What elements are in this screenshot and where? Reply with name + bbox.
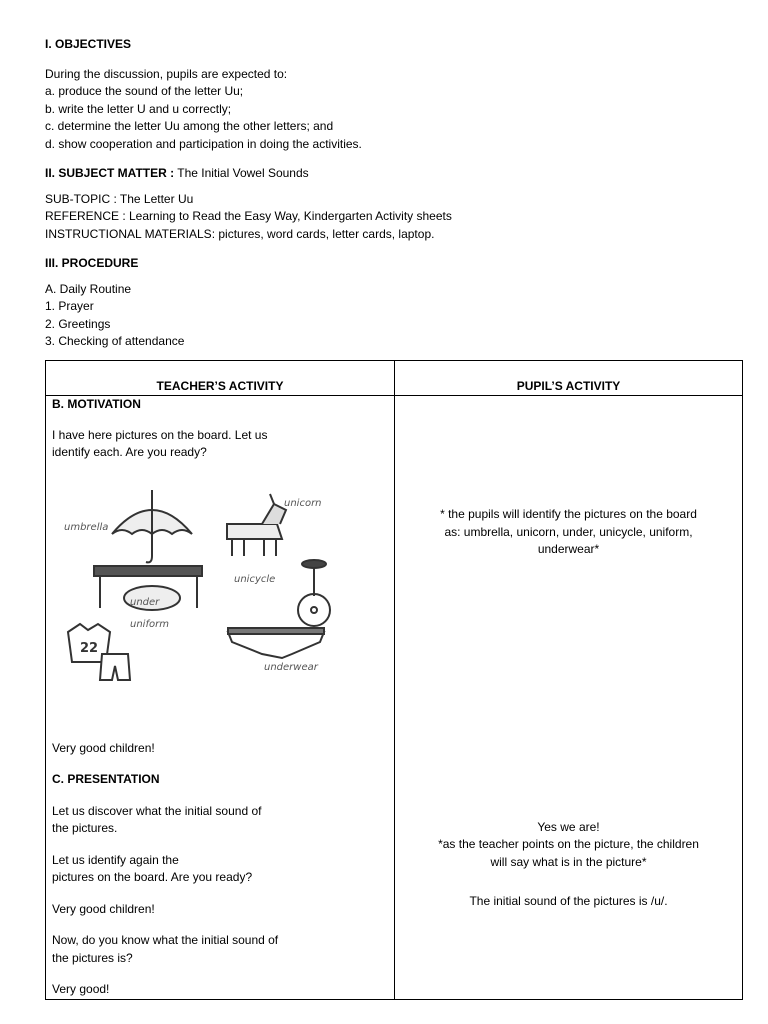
pupil-response: The initial sound of the pictures is /u/. <box>469 894 668 908</box>
presentation-text: the pictures. <box>52 821 118 835</box>
objective-item: b. write the letter U and u correctly; <box>45 101 232 116</box>
procedure-item: 2. Greetings <box>45 316 111 331</box>
jersey-number: 22 <box>80 640 99 656</box>
motivation-text: identify each. Are you ready? <box>52 445 207 459</box>
unicorn-picture <box>227 494 286 556</box>
objectives-intro: During the discussion, pupils are expected to: <box>45 66 288 81</box>
reference: REFERENCE : Learning to Read the Easy Way, Kindergarten Activity sheets <box>45 209 452 223</box>
subtopic: SUB-TOPIC : The Letter Uu <box>45 191 194 206</box>
under-label: under <box>130 596 160 608</box>
pictures-board <box>52 484 362 684</box>
objective-item: c. determine the letter Uu among the other letters; and <box>45 119 334 133</box>
presentation-text: Now, do you know what the initial sound of <box>52 933 279 947</box>
umbrella-picture <box>112 490 192 562</box>
presentation-heading: C. PRESENTATION <box>52 772 160 786</box>
teacher-activity-cell <box>46 396 395 1000</box>
unicorn-label: unicorn <box>284 497 322 509</box>
subject-matter-line <box>45 165 745 183</box>
subject-matter-value: The Initial Vowel Sounds <box>174 166 309 180</box>
pupil-response: will say what is in the picture* <box>490 854 647 869</box>
uniform-picture <box>68 624 130 680</box>
objectives-heading: I. OBJECTIVES <box>45 37 132 51</box>
umbrella-label: umbrella <box>64 521 109 533</box>
pupil-response: underwear* <box>537 542 600 556</box>
presentation-text: Let us identify again the <box>52 852 179 867</box>
uniform-label: uniform <box>130 618 169 630</box>
presentation-text: pictures on the board. Are you ready? <box>52 870 253 884</box>
pictures-illustration <box>52 484 362 684</box>
pupil-response: as: umbrella, unicorn, under, unicycle, uniform, <box>444 524 693 539</box>
pupil-response: * the pupils will identify the pictures on the board <box>440 507 697 521</box>
very-good-children: Very good children! <box>52 740 155 755</box>
subject-matter-heading: II. SUBJECT MATTER : <box>45 166 175 180</box>
pupil-response: Yes we are! <box>537 819 600 834</box>
procedure-item: 3. Checking of attendance <box>45 334 185 348</box>
lesson-plan-document <box>45 36 745 351</box>
unicycle-picture <box>298 560 330 626</box>
pupil-response: *as the teacher points on the picture, the children <box>438 837 699 851</box>
very-good-children: Very good children! <box>52 901 155 916</box>
pupil-activity-cell <box>395 396 743 1000</box>
presentation-text: Let us discover what the initial sound of <box>52 803 262 818</box>
motivation-text: I have here pictures on the board. Let us <box>52 427 268 442</box>
pupil-activity-header: PUPIL’S ACTIVITY <box>395 361 743 396</box>
instructional-materials: INSTRUCTIONAL MATERIALS: pictures, word cards, letter cards, laptop. <box>45 226 435 241</box>
objective-item: d. show cooperation and participation in doing the activities. <box>45 136 362 151</box>
very-good: Very good! <box>52 982 110 996</box>
unicycle-label: unicycle <box>234 573 276 585</box>
teacher-activity-header: TEACHER’S ACTIVITY <box>46 361 395 396</box>
underwear-label: underwear <box>264 661 318 673</box>
underwear-picture <box>228 628 324 658</box>
activity-table <box>45 360 743 1000</box>
procedure-item: 1. Prayer <box>45 299 94 313</box>
procedure-item: A. Daily Routine <box>45 281 132 296</box>
motivation-heading: B. MOTIVATION <box>52 397 141 411</box>
presentation-text: the pictures is? <box>52 950 133 965</box>
procedure-heading: III. PROCEDURE <box>45 256 139 270</box>
objective-item: a. produce the sound of the letter Uu; <box>45 84 244 98</box>
